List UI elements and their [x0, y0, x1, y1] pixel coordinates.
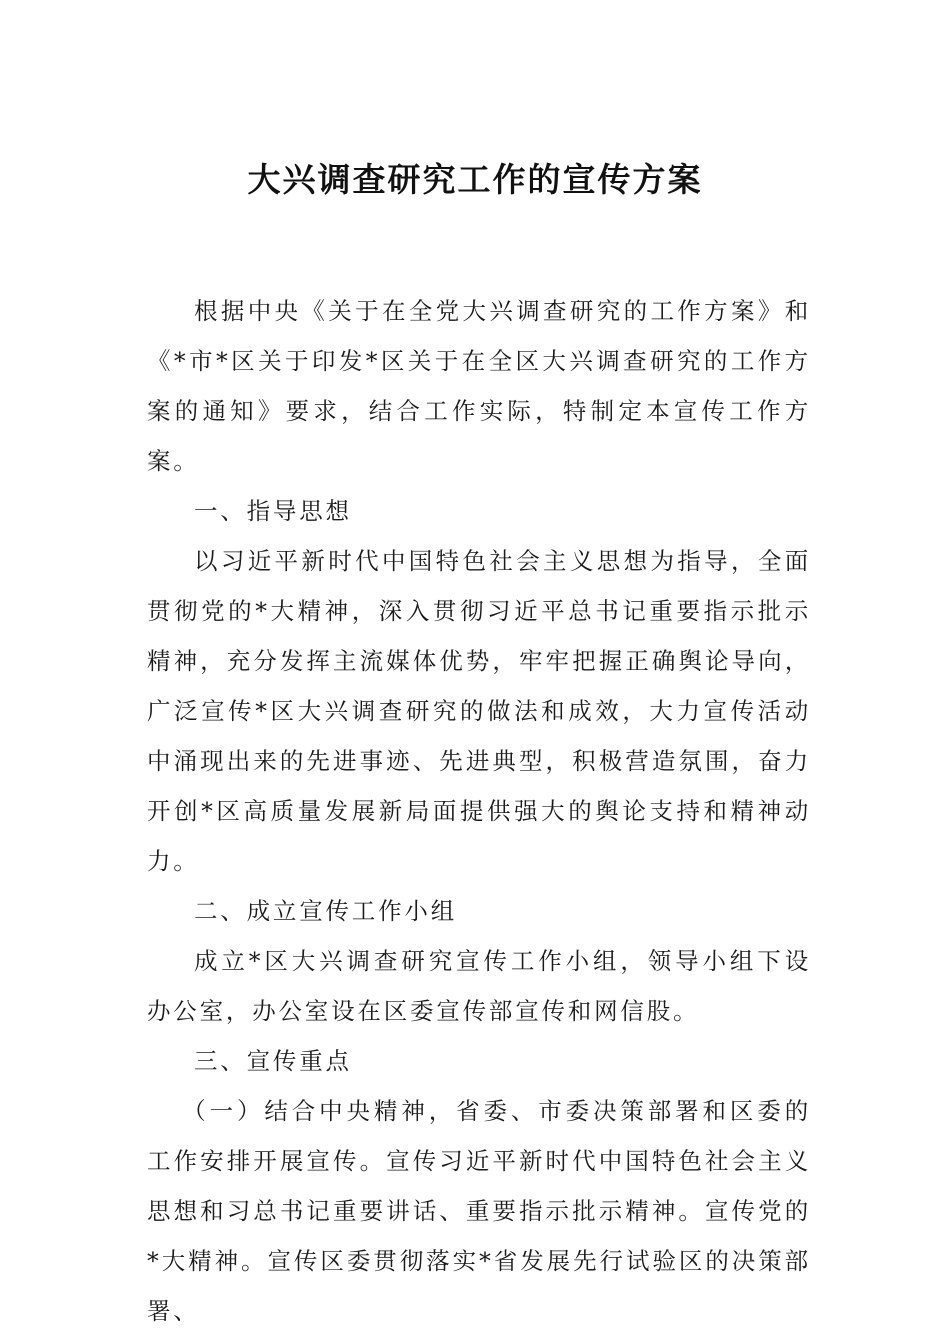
guiding-ideology-paragraph: 以习近平新时代中国特色社会主义思想为指导，全面贯彻党的*大精神，深入贯彻习近平总书记重要指示批示精神，充分发挥主流媒体优势，牢牢把握正确舆论导向，广泛宣传*区大兴调查研究的做法和成效，大力宣传活动中涌现出来的先进事迹、先进典型，积极营造氛围，奋力开创*区高质量发展新局面提供强大的舆论支持和精神动力。: [147, 547, 811, 875]
section-heading-guiding-ideology: 一、指导思想: [194, 497, 352, 525]
document-body: [147, 286, 811, 1336]
publicity-focus-item-1: （一）结合中央精神，省委、市委决策部署和区委的工作安排开展宣传。宣传习近平新时代中国特色社会主义思想和习总书记重要讲话、重要指示批示精神。宣传党的*大精神。宣传区委贯彻落实*省发展先行试验区的决策部署、: [147, 1097, 811, 1325]
section-heading-publicity-focus: 三、宣传重点: [194, 1047, 352, 1075]
working-group-paragraph: 成立*区大兴调查研究宣传工作小组，领导小组下设办公室，办公室设在区委宣传部宣传和网信股。: [147, 947, 811, 1025]
document-title: 大兴调查研究工作的宣传方案: [247, 160, 703, 199]
intro-paragraph: 根据中央《关于在全党大兴调查研究的工作方案》和《*市*区关于印发*区关于在全区大兴调查研究的工作方案的通知》要求，结合工作实际，特制定本宣传工作方案。: [147, 297, 811, 475]
section-heading-working-group: 二、成立宣传工作小组: [194, 897, 457, 925]
